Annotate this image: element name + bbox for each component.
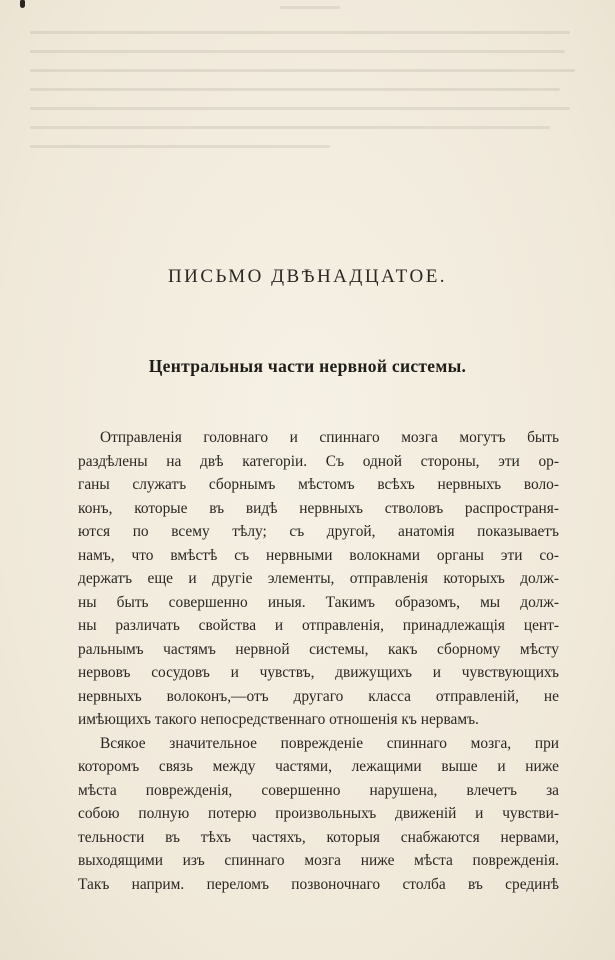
text-line: Всякое значительное поврежденіе спиннаго мозга, при (100, 734, 559, 752)
text-line: собою полную потерю произвольныхъ движеній и чувстви- (78, 805, 559, 822)
text-line: конъ, которые въ видѣ нервныхъ стволовъ распространя- (78, 499, 559, 517)
text-line: тельности въ тѣхъ частяхъ, которыя снабжаются нервами, (78, 828, 559, 846)
body-text (78, 426, 559, 896)
text-line: нервныхъ волоконъ,—отъ другаго класса отправленій, не (78, 687, 559, 705)
text-line: держатъ еще и другіе элементы, отправленія которыхъ долж- (78, 570, 559, 587)
bleed-through-text (30, 0, 590, 180)
text-line: ются по всему тѣлу; съ другой, анатомія показываетъ (78, 523, 559, 540)
text-line: нервовъ сосудовъ и чувствъ, движущихъ и чувствующихъ (78, 664, 559, 681)
text-line: мѣста поврежденія, совершенно нарушена, влечетъ за (78, 781, 559, 799)
ink-mark (20, 0, 25, 8)
text-line: ны быть совершенно иныя. Такимъ образомъ, мы долж- (78, 593, 559, 611)
text-line: намъ, что вмѣстѣ съ нервными волокнами органы эти со- (78, 546, 559, 564)
letter-title: ПИСЬМО ДВѢНАДЦАТОЕ. (167, 266, 448, 287)
text-line: ральнымъ частямъ нервной системы, какъ сборному мѣсту (78, 640, 559, 658)
text-line: раздѣлены на двѣ категоріи. Съ одной стороны, эти ор- (78, 452, 559, 470)
text-line: ганы служатъ сборнымъ мѣстомъ всѣхъ нервныхъ воло- (78, 476, 559, 493)
chapter-title: Центральныя части нервной системы. (148, 356, 467, 376)
text-line: которомъ связь между частями, лежащими выше и ниже (78, 758, 559, 775)
text-line: ны различать свойства и отправленія, принадлежащія цент- (78, 617, 559, 634)
paragraph-2 (78, 732, 559, 897)
text-line: имѣющихъ такого непосредственнаго отношенія къ нервамъ. (78, 711, 479, 728)
text-line: Отправленія головнаго и спиннаго мозга могутъ быть (100, 429, 559, 446)
text-line: Такъ наприм. переломъ позвоночнаго столба въ срединѣ (78, 875, 559, 893)
text-line: выходящими изъ спиннаго мозга ниже мѣста поврежденія. (78, 852, 559, 869)
paragraph-1 (78, 426, 559, 732)
